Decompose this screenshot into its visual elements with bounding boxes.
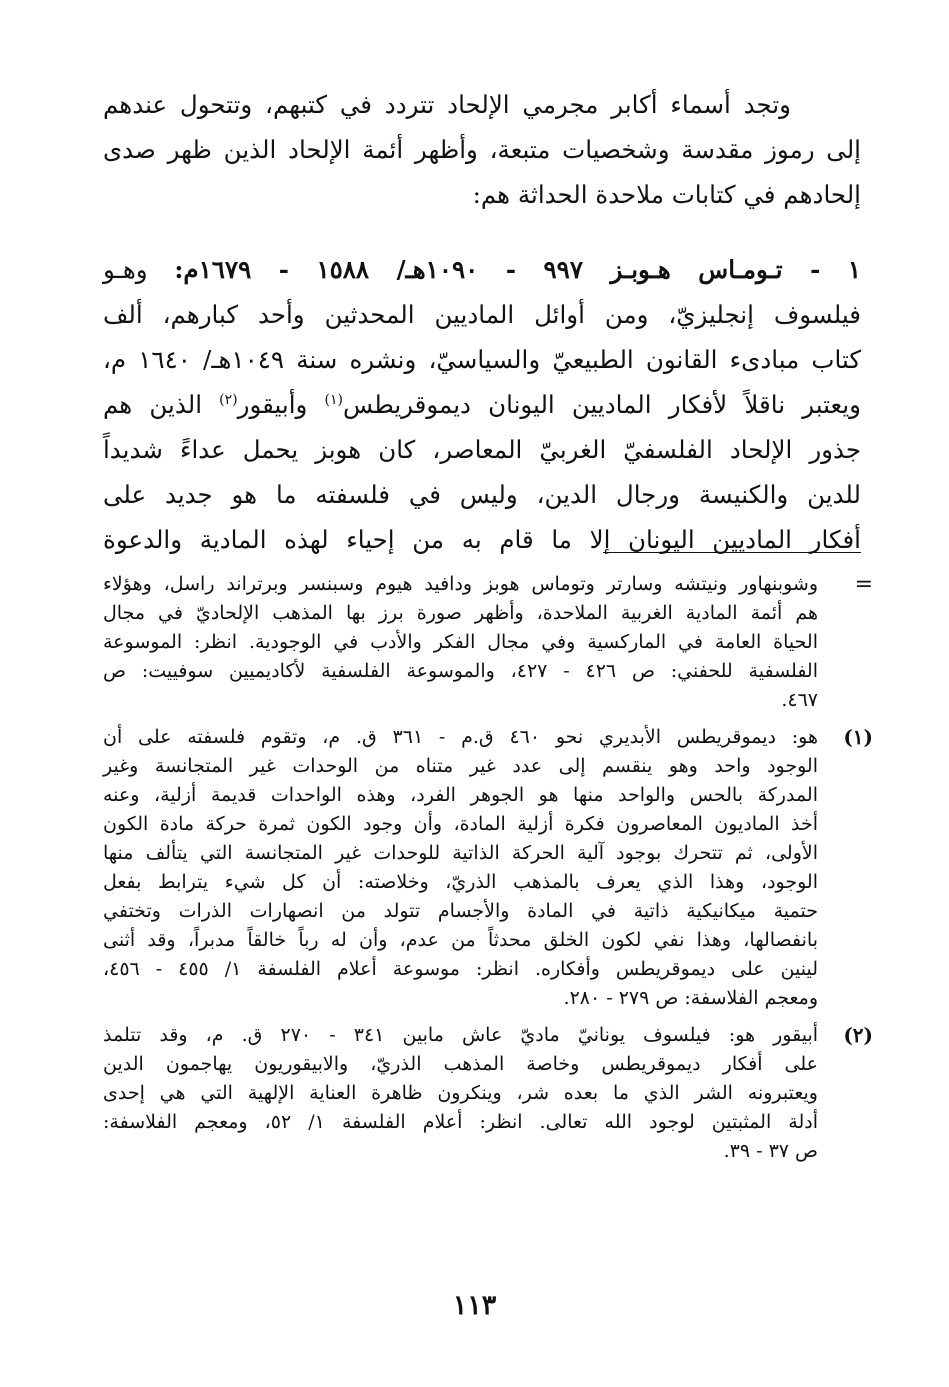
footnote-line: هم أئمة المادية الغربية الملاحدة، وأظهر صورة برز بها المذهب الإلحاديّ في مجال (103, 602, 818, 624)
footnote-line: أخذ الماديون المعاصرون فكرة أزلية المادة، وأن وجود الكون ثمرة حركة مادة الكون (103, 813, 818, 835)
footnote-line: المدركة بالحس والواحد منها هو الجوهر الفرد، وهذه الواحدات قديمة أزلية، وعنه (103, 784, 818, 806)
footnote-2 (103, 1021, 873, 1166)
footnote-line: ويعتبرونه الشر الذي ما بعده شر، وينكرون ظاهرة العناية الإلهية التي هي إحدى (103, 1082, 818, 1104)
footnote-mark: (١) (843, 725, 873, 749)
body-line-with-refs (103, 382, 861, 427)
footnote-line: الحياة العامة في الماركسية وفي مجال الفكر والأدب في الوجودية. انظر: الموسوعة (103, 631, 818, 653)
body-line: جذور الإلحاد الفلسفيّ الغربيّ المعاصر، كان هوبز يحمل عداءً شديداً (103, 435, 861, 464)
footnote-line: وشوبنهاور ونيتشه وسارتر وتوماس هوبز ودافيد هيوم وسبنسر وبرتراند راسل، وهؤلاء (103, 573, 818, 595)
footnote-line: أبيقور هو: فيلسوف يونانيّ ماديّ عاش مابين ٣٤١ - ٢٧٠ ق. م، وقد تتلمذ (103, 1024, 819, 1046)
body-line: أفكار الماديين اليونان إلا ما قام به من إحياء لهذه المادية والدعوة (103, 525, 861, 554)
footnote-line: الأولى، ثم تتحرك بوجود آلية الحركة الذاتية للوحدات غير المتجانسة التي يتألف منها (103, 842, 818, 864)
footnote-mark: (٢) (843, 1023, 873, 1047)
body-line: فيلسوف إنجليزيّ، ومن أوائل الماديين المحدثين وأحد كبارهم، ألف (103, 300, 861, 329)
footnotes (103, 570, 873, 1174)
body-line: إلى رموز مقدسة وشخصيات متبعة، وأظهر أئمة الإلحاد الذين ظهر صدى (103, 135, 861, 164)
footnote-line: على أفكار ديموقريطس وخاصة المذهب الذريّ، والابيقوريون يهاجمون الدين (103, 1053, 818, 1075)
item-heading: ١ - تـومـاس هـوبـز ٩٩٧ - ١٠٩٠هـ/ ١٥٨٨ - ١٦٧٩م: (174, 255, 861, 284)
main-text (103, 82, 861, 562)
item-heading-tail: وهـو (103, 255, 148, 284)
body-line: للدين والكنيسة ورجال الدين، وليس في فلسفته ما هو جديد على (103, 480, 861, 509)
footnote-line: هو: ديموقريطس الأبديري نحو ٤٦٠ ق.م - ٣٦١ ق. م، وتقوم فلسفته على أن (103, 726, 819, 748)
footnote-ref-2[interactable]: (٢) (219, 391, 238, 408)
footnote-line: الوجود، وهذا الذي يعرف بالمذهب الذريّ، وخلاصته: أن كل شيء يترابط بفعل (103, 871, 818, 893)
body-line: وتجد أسماء أكابر مجرمي الإلحاد تتردد في كتبهم، وتتحول عندهم (103, 90, 791, 119)
footnote-line: الفلسفية للحفني: ص ٤٢٦ - ٤٢٧، والموسوعة الفلسفية لأكاديميين سوفييت: ص (103, 660, 819, 682)
footnote-line: ٤٦٧. (781, 689, 818, 711)
footnote-continuation (103, 570, 873, 715)
page-number: ١١٣ (452, 1290, 497, 1321)
footnote-line: ص ٣٧ - ٣٩. (723, 1140, 818, 1162)
item-heading-line (103, 247, 861, 292)
footnote-line: حتمية ميكانيكية ذاتية في المادة والأجسام تتولد من انصهارات الذرات وتختفي (103, 900, 818, 922)
footnote-line: أدلة المثبتين لوجود الله تعالى. انظر: أعلام الفلسفة ١/ ٥٢، ومعجم الفلاسفة: (103, 1111, 818, 1133)
body-line: كتاب مبادىء القانون الطبيعيّ والسياسيّ، ونشره سنة ١٠٤٩هـ/ ١٦٤٠ م، (103, 345, 861, 374)
body-text-fragment: ويعتبر ناقلاً لأفكار الماديين اليونان ديموقريطس (343, 390, 861, 419)
continuation-mark: = (854, 572, 873, 597)
footnote-separator (603, 552, 861, 553)
footnote-1 (103, 723, 873, 1013)
footnote-line: ومعجم الفلاسفة: ص ٢٧٩ - ٢٨٠. (563, 987, 818, 1009)
footnote-line: بانفصالها، وهذا نفي لكون الخلق محدثاً من عدم، وأن له رباً خالقاً مدبراً، وقد أثنى (103, 929, 818, 951)
footnote-line: الوجود واحد وهو ينقسم إلى عدد غير متناه من الوحدات غير المتجانسة وغير (103, 755, 818, 777)
footnote-ref-1[interactable]: (١) (324, 391, 344, 408)
body-line: إلحادهم في كتابات ملاحدة الحداثة هم: (472, 180, 861, 209)
footnote-line: لينين على ديموقريطس وأفكاره. انظر: موسوعة أعلام الفلسفة ١/ ٤٥٥ - ٤٥٦، (103, 958, 819, 980)
body-text-fragment: وأبيقور (237, 390, 325, 419)
body-text-fragment: الذين هم (103, 390, 220, 419)
